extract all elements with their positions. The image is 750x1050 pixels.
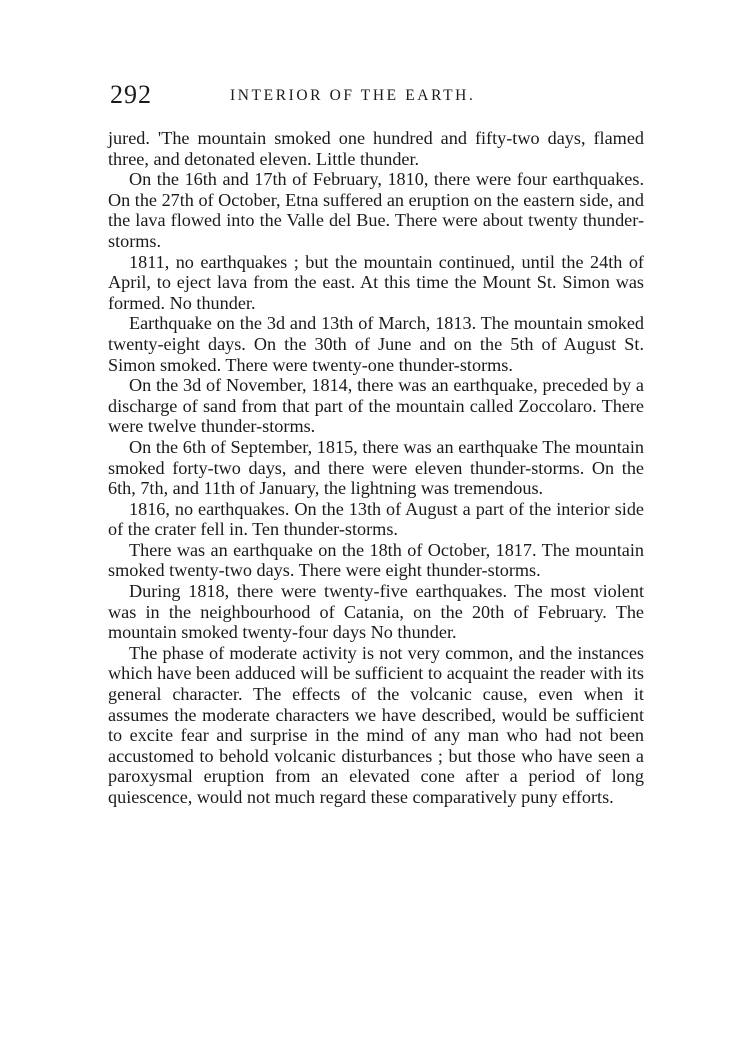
page-number: 292 xyxy=(110,80,152,109)
body-text xyxy=(108,128,644,808)
paragraph-9: During 1818, there were twenty-five earthquakes. The most violent was in the neighbourhood of Catania, on the 20th of February. The mountain smoked twenty-four days No thunder. xyxy=(108,581,644,643)
paragraph-8: There was an earthquake on the 18th of October, 1817. The mountain smoked twenty-two days. There were eight thunder-storms. xyxy=(108,539,644,581)
paragraph-6: On the 6th of September, 1815, there was an earthquake The mountain smoked forty-two days, and there were eleven thunder-storms. On the 6th, 7th, and 11th of January, the lightning was tremendous. xyxy=(108,436,644,499)
paragraph-1: jured. 'The mountain smoked one hundred and fifty-two days, flamed three, and detonated eleven. Little thunder. xyxy=(108,128,644,169)
running-head: INTERIOR OF THE EARTH. xyxy=(230,87,476,104)
page-header xyxy=(110,80,645,114)
paragraph-5: On the 3d of November, 1814, there was an earthquake, preceded by a discharge of sand from that part of the mountain called Zoccolaro. There were twelve thunder-storms. xyxy=(108,375,644,437)
paragraph-4: Earthquake on the 3d and 13th of March, 1813. The mountain smoked twenty-eight days. On the 30th of June and on the 5th of August St. Simon smoked. There were twenty-one thunder-storms. xyxy=(108,313,644,375)
paragraph-3: 1811, no earthquakes ; but the mountain continued, until the 24th of April, to eject lava from the east. At this time the Mount St. Simon was formed. No thunder. xyxy=(108,251,644,313)
paragraph-10: The phase of moderate activity is not very common, and the instances which have been adduced will be sufficient to acquaint the reader with its general character. The effects of the volcanic cause, even when it assumes the moderate characters we have described, would be sufficient to excite fear and surprise in the mind of any man who had not been accustomed to behold volcanic disturbances ; but those who have seen a paroxysmal eruption from an elevated cone after a period of long quiescence, would not much regard these comparatively puny efforts. xyxy=(108,642,644,807)
paragraph-7: 1816, no earthquakes. On the 13th of August a part of the interior side of the crater fell in. Ten thunder-storms. xyxy=(108,498,644,540)
paragraph-2: On the 16th and 17th of February, 1810, there were four earthquakes. On the 27th of October, Etna suffered an eruption on the eastern side, and the lava flowed into the Valle del Bue. There were about twenty thunder-storms. xyxy=(108,169,644,251)
